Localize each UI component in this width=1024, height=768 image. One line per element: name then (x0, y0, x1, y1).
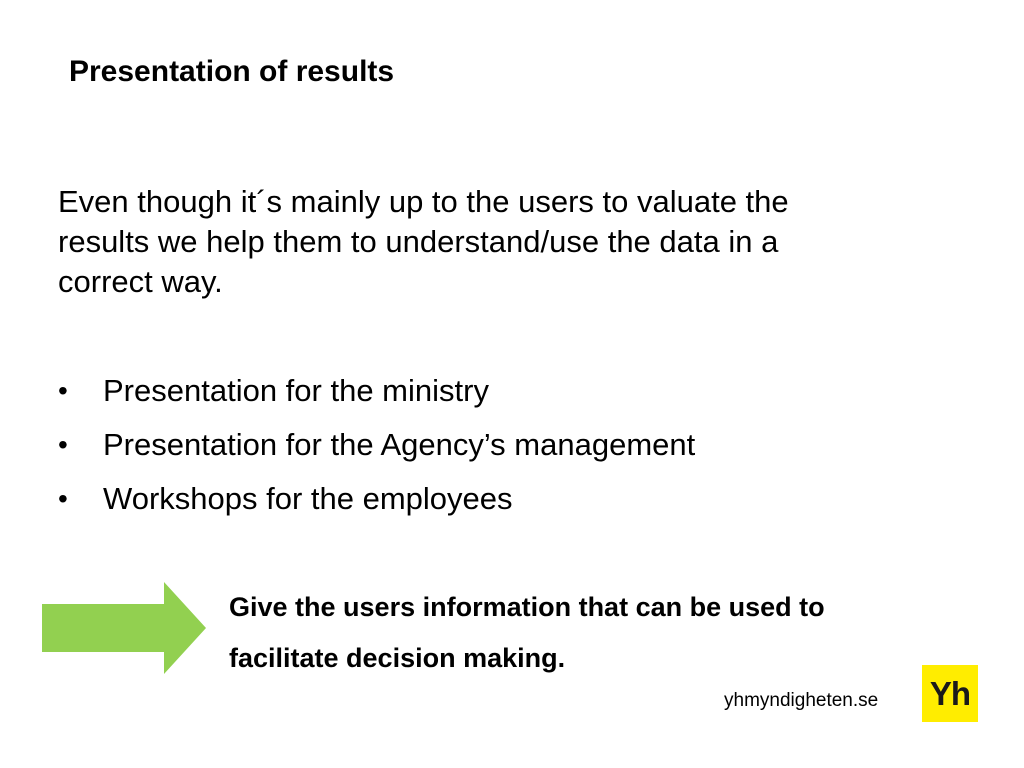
arrow-right-icon (42, 582, 206, 674)
slide-title: Presentation of results (69, 55, 395, 88)
bullet-text: Presentation for the ministry (103, 373, 489, 408)
callout-line: facilitate decision making. (229, 643, 566, 673)
website-url: yhmyndigheten.se (724, 690, 879, 711)
logo-text: Yh (929, 674, 971, 712)
bullet-dot: • (58, 375, 68, 406)
callout-text (229, 582, 825, 684)
bullet-dot: • (58, 483, 68, 514)
bullet-list (58, 364, 695, 526)
intro-line: correct way. (58, 264, 223, 299)
intro-line: Even though it´s mainly up to the users to valuate the (58, 184, 789, 219)
bullet-dot: • (58, 429, 68, 460)
bullet-text: Workshops for the employees (103, 481, 513, 516)
bullet-item (58, 418, 695, 472)
intro-paragraph (58, 182, 958, 302)
bullet-item (58, 364, 695, 418)
callout-line: Give the users information that can be used to (229, 592, 825, 622)
intro-line: results we help them to understand/use the data in a (58, 224, 779, 259)
yh-logo (922, 665, 978, 722)
bullet-text: Presentation for the Agency’s management (103, 427, 696, 462)
arrow-right-shape (42, 582, 206, 674)
bullet-item (58, 472, 695, 526)
